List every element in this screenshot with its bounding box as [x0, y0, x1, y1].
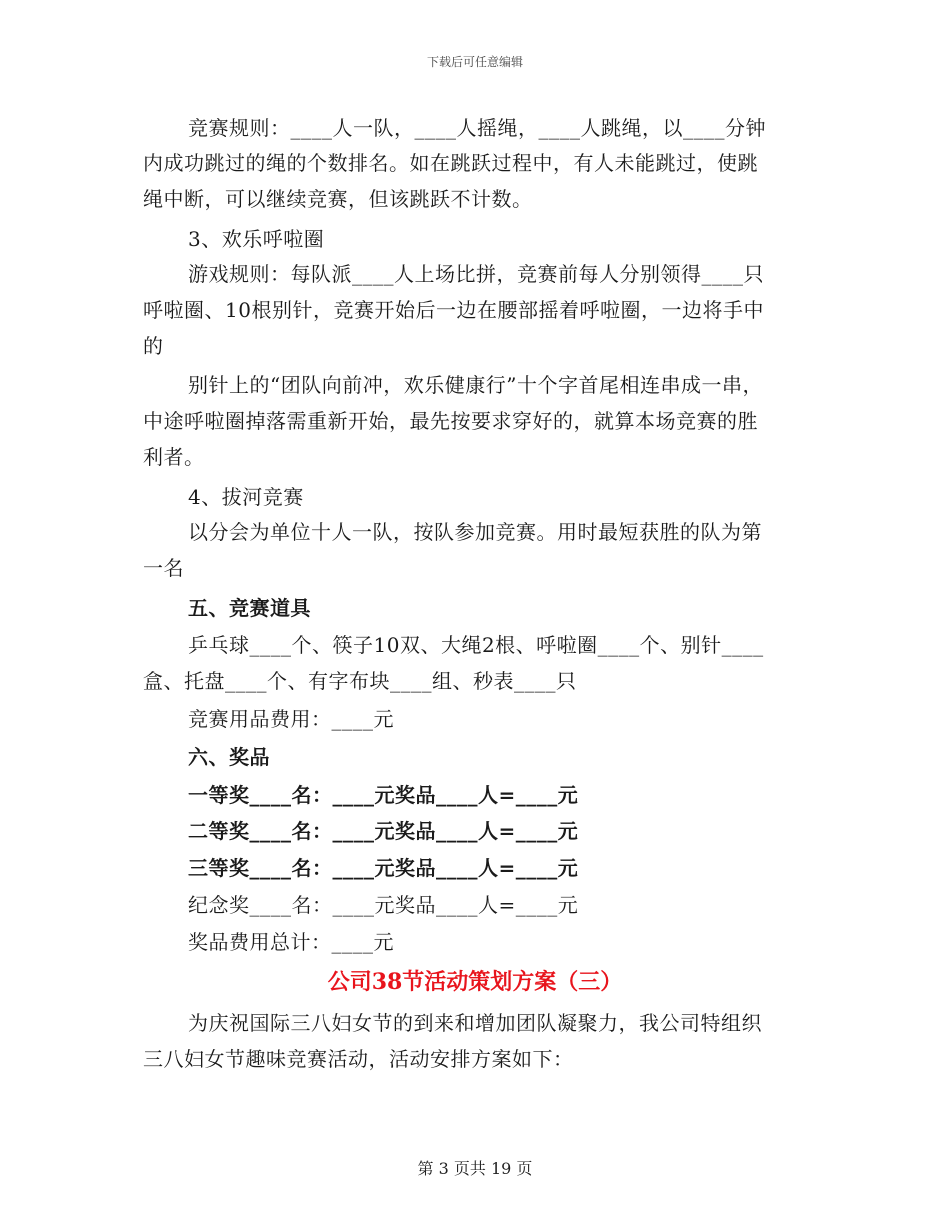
- paragraph-line: 竞赛用品费用：____元: [188, 707, 394, 731]
- paragraph-line: 以分会为单位十人一队，按队参加竞赛。用时最短获胜的队为第: [188, 520, 762, 544]
- section-heading: 六、奖品: [188, 745, 270, 769]
- paragraph-line: 奖品费用总计：____元: [188, 930, 394, 954]
- paragraph-line: 盒、托盘____个、有字布块____组、秒表____只: [143, 669, 577, 693]
- paragraph-line: 为庆祝国际三八妇女节的到来和增加团队凝聚力，我公司特组织: [188, 1011, 762, 1035]
- paragraph-line: 别针上的“团队向前冲，欢乐健康行”十个字首尾相连串成一串，: [188, 373, 763, 397]
- prize-line: 三等奖____名：____元奖品____人=____元: [188, 856, 579, 880]
- section-title: 公司38节活动策划方案（三）: [327, 969, 623, 995]
- subheading: 4、拔河竞赛: [188, 485, 304, 509]
- prize-line: 一等奖____名：____元奖品____人=____元: [188, 783, 579, 807]
- paragraph-line: 利者。: [143, 445, 205, 469]
- paragraph-line: 内成功跳过的绳的个数排名。如在跳跃过程中，有人未能跳过，使跳: [143, 151, 758, 175]
- prize-line: 纪念奖____名：____元奖品____人=____元: [188, 893, 579, 917]
- subheading: 3、欢乐呼啦圈: [188, 227, 325, 251]
- page-header: 下载后可任意编辑: [426, 55, 523, 69]
- paragraph-line: 一名: [143, 556, 184, 580]
- paragraph-line: 三八妇女节趣味竞赛活动，活动安排方案如下：: [143, 1047, 574, 1071]
- paragraph-line: 游戏规则：每队派____人上场比拼，竞赛前每人分别领得____只: [188, 262, 764, 286]
- paragraph-line: 的: [143, 334, 164, 358]
- prize-line: 二等奖____名：____元奖品____人=____元: [188, 819, 579, 843]
- paragraph-line: 竞赛规则：____人一队，____人摇绳，____人跳绳，以____分钟: [188, 116, 766, 140]
- page-footer: 第 3 页共 19 页: [417, 1159, 533, 1178]
- paragraph-line: 中途呼啦圈掉落需重新开始，最先按要求穿好的，就算本场竞赛的胜: [143, 409, 758, 433]
- paragraph-line: 呼啦圈、10根别针，竞赛开始后一边在腰部摇着呼啦圈，一边将手中: [143, 298, 764, 322]
- section-heading: 五、竞赛道具: [188, 596, 311, 620]
- paragraph-line: 绳中断，可以继续竞赛，但该跳跃不计数。: [143, 187, 533, 211]
- paragraph-line: 乒乓球____个、筷子10双、大绳2根、呼啦圈____个、别针____: [188, 633, 764, 657]
